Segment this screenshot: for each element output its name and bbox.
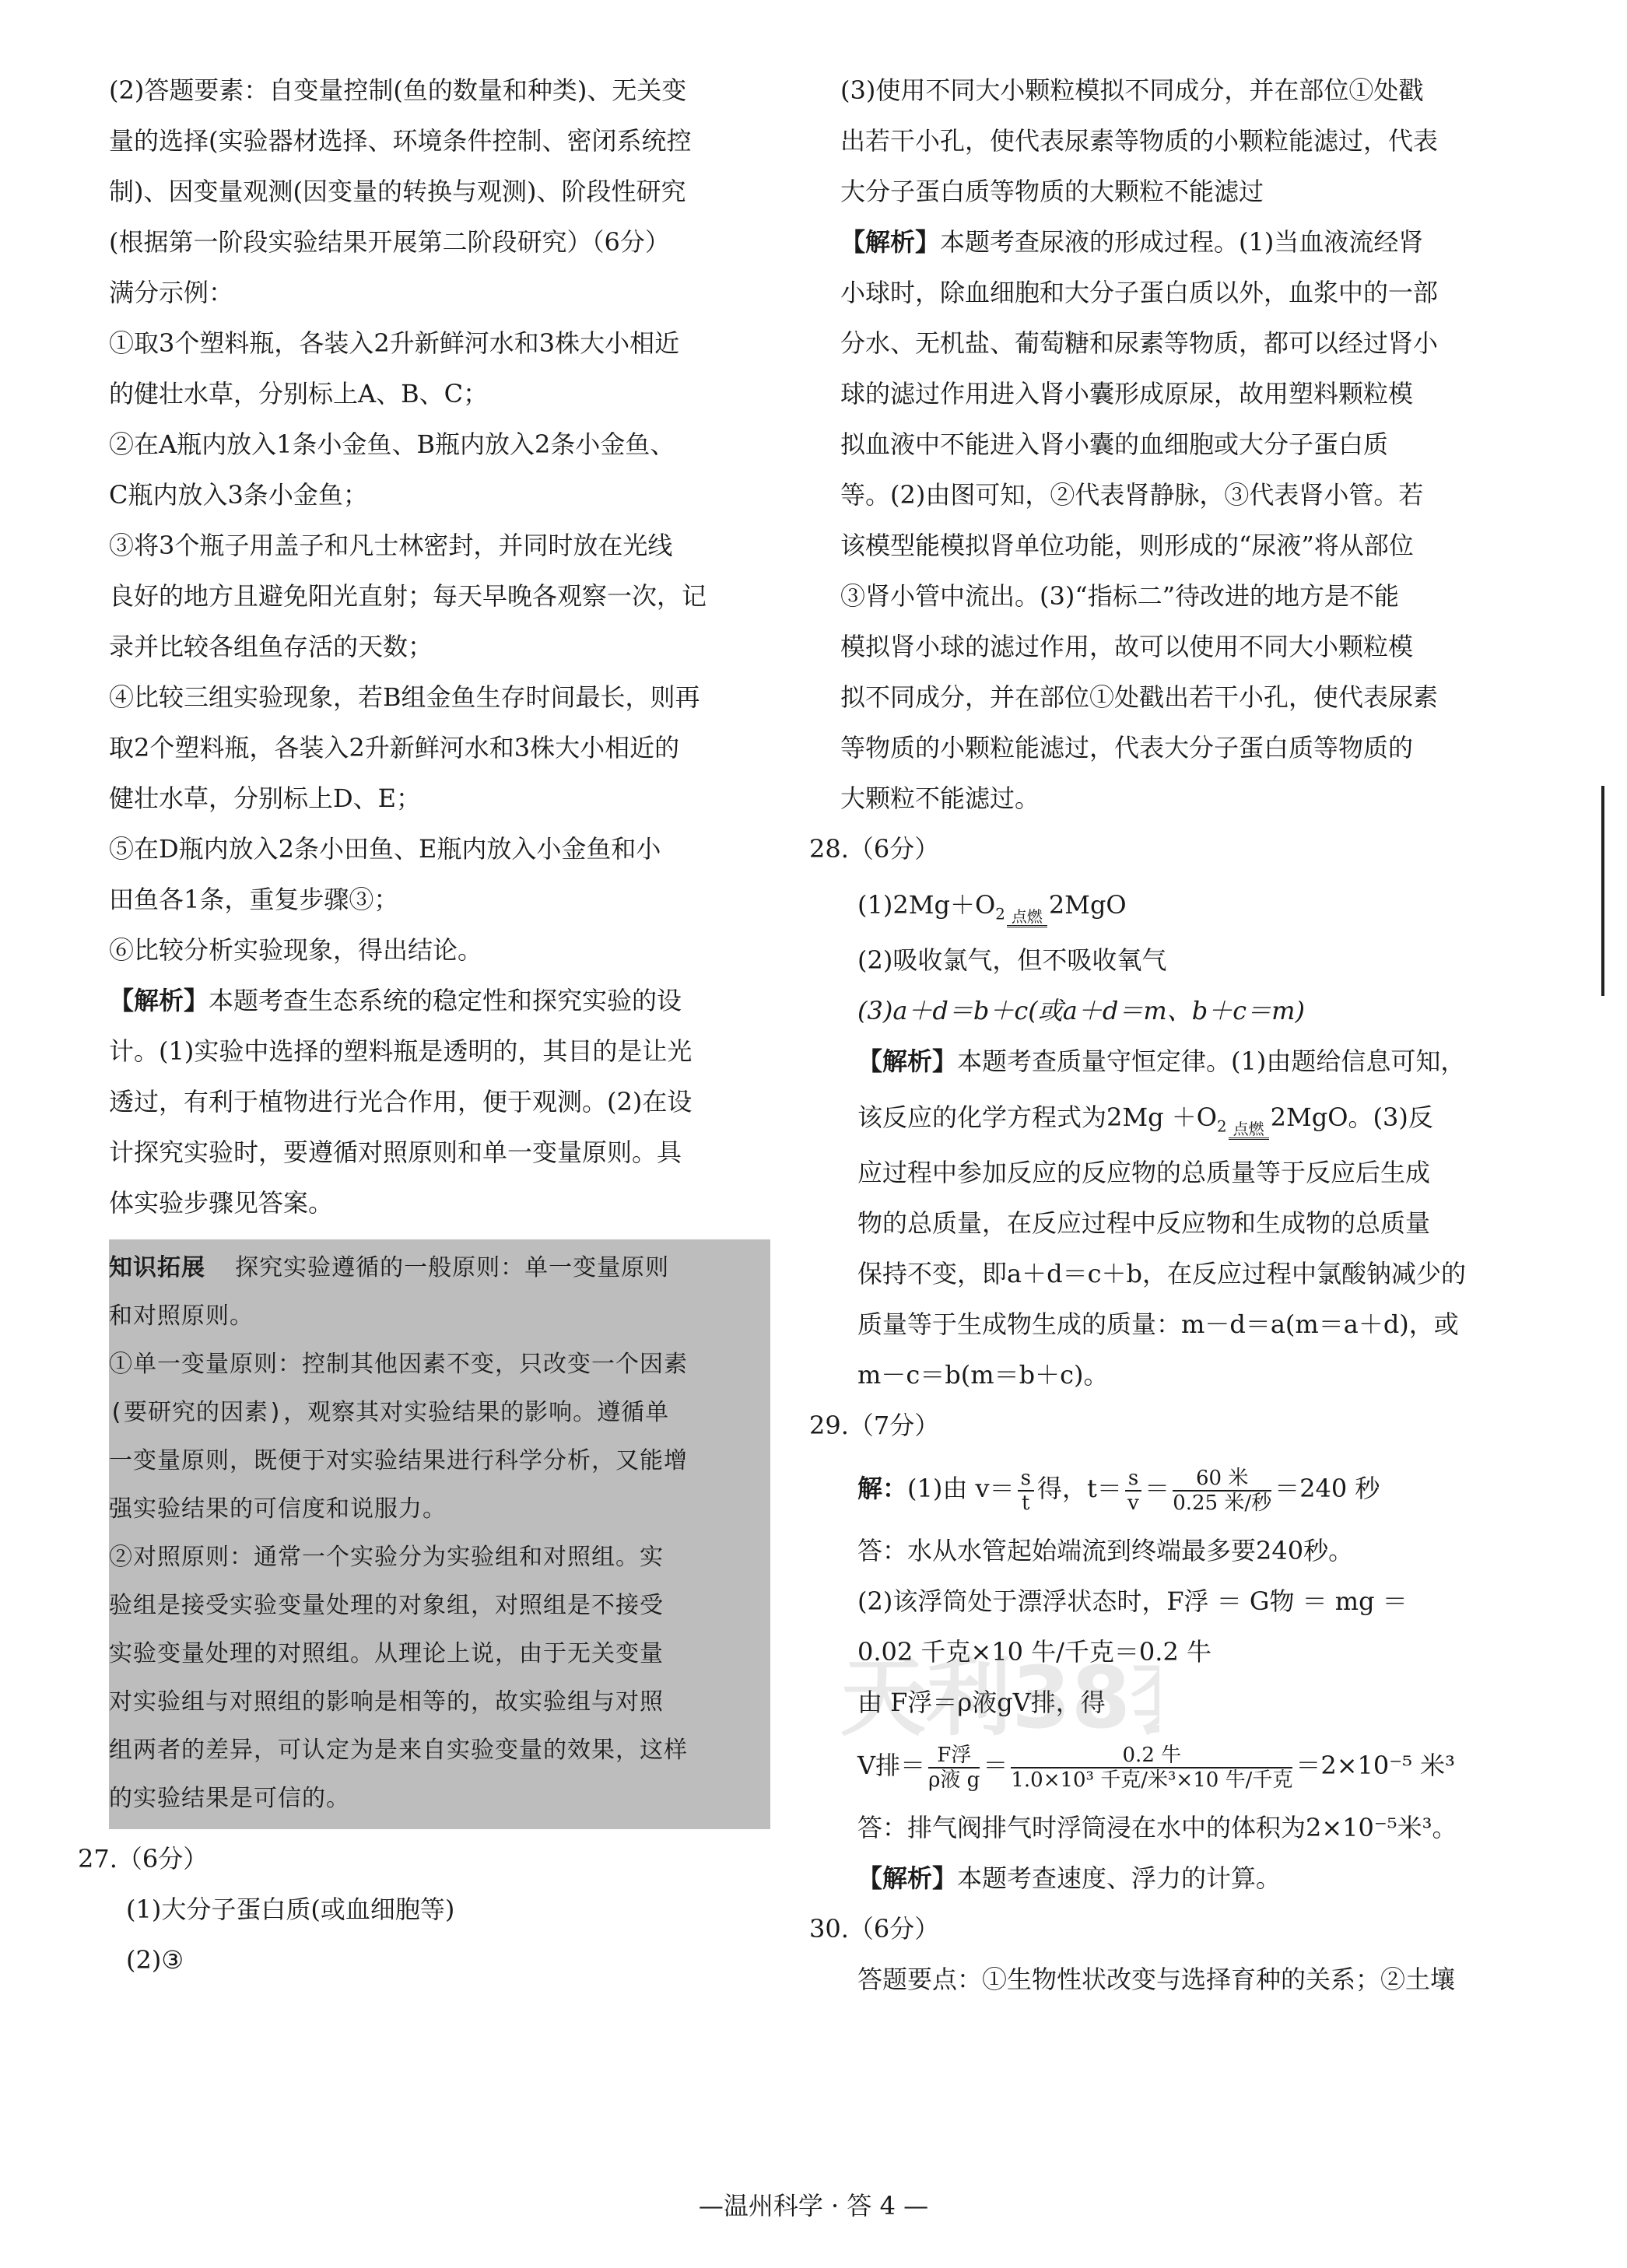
box-line: 和对照原则。 [109, 1302, 254, 1330]
text-line: (3)使用不同大小颗粒模拟不同成分，并在部位①处戳 [840, 75, 1424, 105]
formula-line: 由 F浮＝ρ液gV排，得 [857, 1688, 1106, 1717]
text-line: (2)答题要素：自变量控制(鱼的数量和种类)、无关变 [109, 75, 687, 105]
solution-label: 解： [857, 1474, 908, 1503]
analysis-label: 【解析】 [857, 1046, 958, 1076]
text-line: ⑤在D瓶内放入2条小田鱼、E瓶内放入小金鱼和小 [109, 834, 661, 864]
text-line: ①取3个塑料瓶，各装入2升新鲜河水和3株大小相近 [109, 328, 680, 358]
reaction-arrow: 点燃 [1007, 908, 1047, 935]
text-line: 健壮水草，分别标上D、E； [109, 783, 422, 813]
reaction-arrow: 点燃 [1229, 1120, 1269, 1148]
text-line: 制)、因变量观测(因变量的转换与观测)、阶段性研究 [109, 177, 686, 206]
equation-line: 该反应的化学方程式为$2Mg +O_2$ 点燃 2MgO。(3)反 [840, 1087, 1510, 1148]
box-line: 一变量原则，既便于对实验结果进行科学分析，又能增 [109, 1447, 688, 1474]
box-line: 强实验结果的可信度和说服力。 [109, 1495, 447, 1523]
analysis-line: 拟不同成分，并在部位①处戳出若干小孔，使代表尿素 [840, 682, 1439, 712]
box-line: 组两者的差异，可认定为是来自实验变量的效果，这样 [109, 1737, 688, 1764]
analysis-line: 应过程中参加反应的反应物的总质量等于反应后生成 [857, 1158, 1431, 1187]
box-line: 验组是接受实验变量处理的对象组，对照组是不接受 [109, 1592, 664, 1619]
analysis-line: 模拟肾小球的滤过作用，故可以使用不同大小颗粒模 [840, 632, 1414, 661]
analysis-line: 保持不变，即a＋d＝c＋b，在反应过程中氯酸钠减少的 [857, 1259, 1466, 1288]
analysis-line: 【解析】本题考查速度、浮力的计算。 [857, 1863, 1282, 1893]
analysis-line: 拟血液中不能进入肾小囊的血细胞或大分子蛋白质 [840, 429, 1389, 459]
box-line: ①单一变量原则：控制其他因素不变，只改变一个因素 [109, 1351, 688, 1378]
text-line: 的健壮水草，分别标上A、B、C； [109, 379, 489, 408]
formula-line: 解：(1)由 v＝ $\frac{s}{t}$ 得，t＝ $\frac{s}{v}$ ＝ $\frac{\text{60 米}}{\text{0.25 米/秒}}$ ＝240 秒 [857, 1466, 1380, 1515]
fraction: $\frac{\text{F浮}}{\text{ρ液 g}}$ [928, 1743, 980, 1792]
box-line: ②对照原则：通常一个实验分为实验组和对照组。实 [109, 1544, 664, 1571]
fraction: $\frac{s}{v}$ [1125, 1467, 1141, 1515]
analysis-line: 大颗粒不能滤过。 [840, 783, 1040, 813]
answer-line: (3)a＋d＝b＋c(或a＋d＝m、b＋c＝m) [857, 996, 1305, 1025]
right-column [809, 65, 1510, 2005]
text-line: 满分示例： [109, 278, 234, 307]
equation-line: $(1)2Mg+O_2$ 点燃 2MgO [840, 875, 1510, 935]
question-number-28: 28.（6分） [809, 834, 940, 864]
text-line: 大分子蛋白质等物质的大颗粒不能滤过 [840, 177, 1264, 206]
text-line: (根据第一阶段实验结果开展第二阶段研究）（6分） [109, 227, 670, 257]
analysis-label: 【解析】 [109, 986, 209, 1015]
box-line: 对实验组与对照组的影响是相等的，故实验组与对照 [109, 1688, 664, 1716]
text-line: C瓶内放入3条小金鱼； [109, 480, 368, 510]
knowledge-box [109, 1239, 770, 1829]
text-line: 取2个塑料瓶，各装入2升新鲜河水和3株大小相近的 [109, 733, 680, 762]
analysis-line: 【解析】本题考查质量守恒定律。(1)由题给信息可知， [857, 1046, 1466, 1076]
answer-line: (2)③ [126, 1945, 184, 1975]
svg-text:天利38套: 天利38 [840, 1648, 1131, 1747]
text-line: 良好的地方且避免阳光直射；每天早晚各观察一次，记 [109, 581, 707, 611]
answer-line: (1)大分子蛋白质(或血细胞等) [126, 1895, 455, 1924]
analysis-line: m－c＝b(m＝b＋c)。 [857, 1360, 1109, 1390]
analysis-line: 该模型能模拟肾单位功能，则形成的“尿液”将从部位 [840, 531, 1414, 560]
text-line: 出若干小孔，使代表尿素等物质的小颗粒能滤过，代表 [840, 126, 1439, 156]
analysis-line: 小球时，除血细胞和大分子蛋白质以外，血浆中的一部 [840, 278, 1439, 307]
formula-line: (2)该浮筒处于漂浮状态时，F浮 ＝ G物 ＝ mg ＝ [857, 1586, 1408, 1616]
analysis-line: 分水、无机盐、葡萄糖和尿素等物质，都可以经过肾小 [840, 328, 1439, 358]
box-line: 知识拓展 探究实验遵循的一般原则：单一变量原则 [109, 1254, 670, 1281]
question-number-27: 27.（6分） [78, 1844, 209, 1874]
box-line: 的实验结果是可信的。 [109, 1785, 350, 1812]
answer-line: 答：排气阀排气时浮筒浸在水中的体积为2×10⁻⁵米³。 [857, 1813, 1457, 1842]
formula-line: V排＝ $\frac{\text{F浮}}{\text{ρ液 g}}$ ＝ $\frac{\text{0.2 牛}}{\text{1.0×10³ 千克/米³×10 牛/千克}}$ ＝2×10⁻⁵ 米³ [857, 1743, 1455, 1792]
analysis-line: 物的总质量，在反应过程中反应物和生成物的总质量 [857, 1208, 1431, 1238]
text-line: 田鱼各1条，重复步骤③； [109, 885, 399, 914]
box-line: 实验变量处理的对照组。从理论上说，由于无关变量 [109, 1640, 664, 1667]
fraction: $\frac{\text{60 米}}{\text{0.25 米/秒}}$ [1173, 1466, 1272, 1515]
text-line: 量的选择(实验器材选择、环境条件控制、密闭系统控 [109, 126, 692, 156]
text-line: ⑥比较分析实验现象，得出结论。 [109, 935, 483, 965]
analysis-line: 【解析】本题考查尿液的形成过程。(1)当血液流经肾 [840, 227, 1424, 257]
analysis-line: 质量等于生成物生成的质量：m－d＝a(m＝a＋d)，或 [857, 1309, 1459, 1339]
analysis-line: 等。(2)由图可知，②代表肾静脉，③代表肾小管。若 [840, 480, 1424, 510]
page-footer: —温州科学 · 答 4 — [698, 2191, 929, 2221]
analysis-line: 球的滤过作用进入肾小囊形成原尿，故用塑料颗粒模 [840, 379, 1414, 408]
formula-line: 0.02 千克×10 牛/千克＝0.2 牛 [857, 1637, 1211, 1667]
text-line: ④比较三组实验现象，若B组金鱼生存时间最长，则再 [109, 682, 700, 712]
left-column [78, 65, 755, 1986]
answer-line: 答：水从水管起始端流到终端最多要240秒。 [857, 1536, 1354, 1565]
answer-line: 答题要点：①生物性状改变与选择育种的关系；②土壤 [857, 1965, 1456, 1994]
box-line: (要研究的因素)，观察其对实验结果的影响。遵循单 [109, 1399, 670, 1426]
answer-line: (2)吸收氯气，但不吸收氧气 [857, 945, 1167, 975]
analysis-label: 【解析】 [857, 1863, 958, 1893]
question-number-30: 30.（6分） [809, 1914, 940, 1944]
scan-edge-mark [1601, 786, 1604, 996]
text-line: ②在A瓶内放入1条小金鱼、B瓶内放入2条小金鱼、 [109, 429, 675, 459]
analysis-line: 透过，有利于植物进行光合作用，便于观测。(2)在设 [109, 1087, 693, 1116]
analysis-line: 【解析】本题考查生态系统的稳定性和探究实验的设 [109, 986, 682, 1015]
box-title: 知识拓展 [109, 1254, 205, 1281]
fraction: $\frac{\text{0.2 牛}}{\text{1.0×10³ 千克/米³×10 牛/千克}}$ [1011, 1743, 1293, 1792]
text-line: 录并比较各组鱼存活的天数； [109, 632, 433, 661]
analysis-line: 计探究实验时，要遵循对照原则和单一变量原则。具 [109, 1138, 682, 1167]
analysis-line: ③肾小管中流出。(3)“指标二”待改进的地方是不能 [840, 581, 1400, 611]
analysis-line: 等物质的小颗粒能滤过，代表大分子蛋白质等物质的 [840, 733, 1414, 762]
text-line: ③将3个瓶子用盖子和凡士林密封，并同时放在光线 [109, 531, 673, 560]
analysis-line: 体实验步骤见答案。 [109, 1188, 334, 1218]
question-number-29: 29.（7分） [809, 1411, 940, 1440]
analysis-label: 【解析】 [840, 227, 941, 257]
analysis-line: 计。(1)实验中选择的塑料瓶是透明的，其目的是让光 [109, 1036, 693, 1066]
fraction: $\frac{s}{t}$ [1018, 1467, 1034, 1515]
